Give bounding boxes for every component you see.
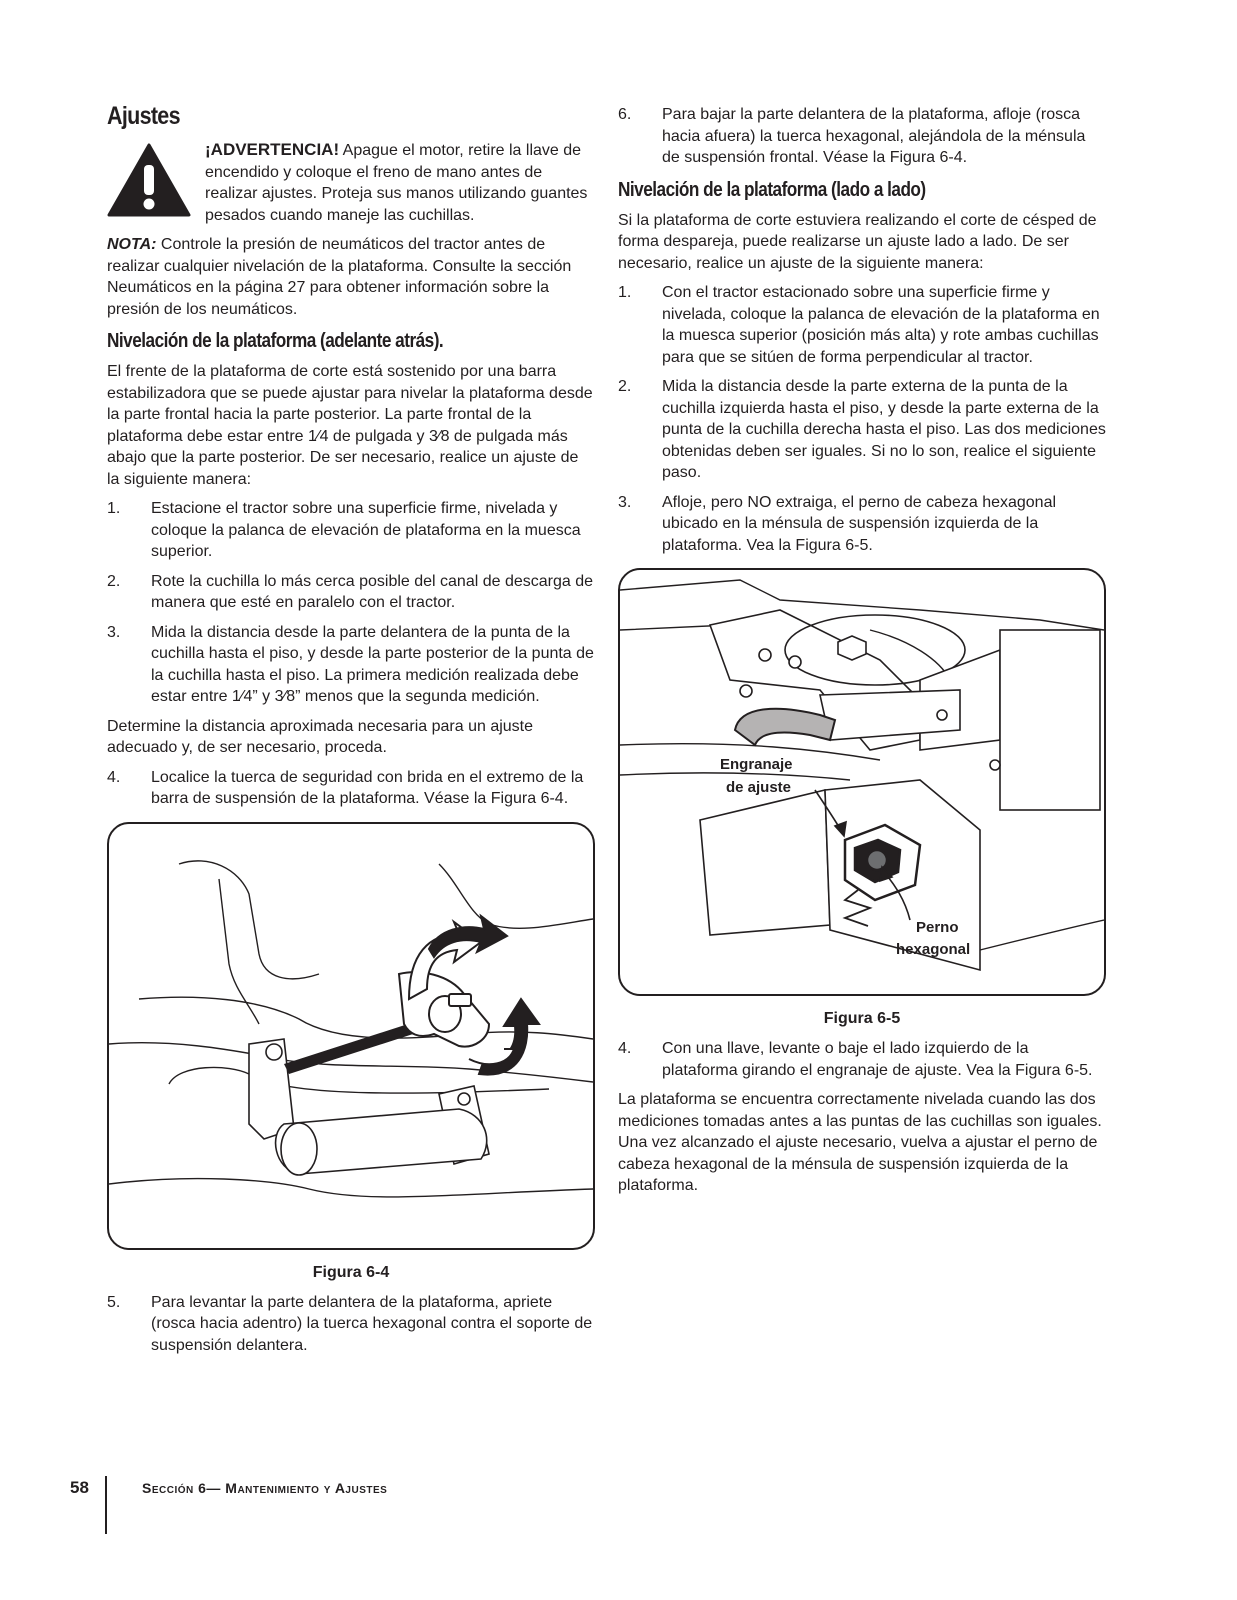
list-item-text: Estacione el tractor sobre una superficie firme, nivelada y coloque la palanca de elevación de plataforma en la muesca superior.: [151, 500, 581, 560]
list-item: [107, 1292, 595, 1357]
list-item: [618, 492, 1106, 557]
label-gear-line2: de ajuste: [726, 779, 792, 796]
figure-6-4-caption: Figura 6-4: [312, 1263, 390, 1281]
figure-6-4: [107, 822, 595, 1250]
list-item: [618, 282, 1106, 368]
list-item: [107, 498, 595, 563]
label-bolt-line1: Perno: [916, 919, 959, 936]
label-bolt-line2: hexagonal: [896, 941, 971, 958]
list-item: [107, 622, 595, 708]
list-item-text: Mida la distancia desde la parte externa de la punta de la cuchilla izquierda hasta el piso, y desde la parte externa de la punta de la cuchilla derecha hasta el piso. Las dos mediciones obtenidas deben ser iguales. Si no lo son, realice el siguiente paso.: [662, 378, 1106, 481]
footer-divider: [105, 1476, 107, 1534]
side-side-heading: Nivelación de la plataforma (lado a lado): [618, 178, 926, 201]
list-item: [107, 767, 595, 810]
warning-body: Apague el motor, retire la llave de encendido y coloque el freno de mano antes de realizar ajustes. Proteja sus manos utilizando guantes pesados cuando maneje las cuchillas.: [205, 142, 588, 224]
page-footer: [70, 1478, 670, 1538]
list-item-text: Con el tractor estacionado sobre una superficie firme y nivelada, coloque la palanca de elevación de la plataforma en la muesca superior (posición más alta) y rote ambas cuchillas para que se sitúen de forma perpendicular al tractor.: [662, 284, 1100, 366]
list-item-number: 4.: [618, 1040, 632, 1057]
front-back-intro: El frente de la plataforma de corte está sostenido por una barra estabilizadora que se puede ajustar para nivelar la plataforma desde la parte frontal hacia la parte posterior. La parte frontal de la plataforma debe estar entre 1⁄4 de pulgada y 3⁄8 de pulgada más abajo que la parte posterior. De ser necesario, realice un ajuste de la siguiente manera:: [107, 363, 593, 488]
list-item-text: Mida la distancia desde la parte delantera de la punta de la cuchilla hasta el piso, y desde la parte posterior de la punta de la cuchilla hasta el piso. La primera medición realizada debe estar entre 1⁄4” y 3⁄8” menos que la segunda medición.: [151, 623, 594, 705]
list-item-text: Afloje, pero NO extraiga, el perno de cabeza hexagonal ubicado en la ménsula de suspensión izquierda de la plataforma. Vea la Figura 6-5.: [662, 493, 1057, 554]
note-label: NOTA:: [107, 236, 157, 253]
list-item-number: 1.: [618, 284, 632, 301]
list-item-text: Con una llave, levante o baje el lado izquierdo de la plataforma girando el engranaje de ajuste. Vea la Figura 6-5.: [662, 1040, 1093, 1079]
note-paragraph: [107, 234, 595, 320]
list-item-number: 4.: [107, 768, 121, 786]
section-heading: Ajustes: [107, 102, 180, 130]
note-text: Controle la presión de neumáticos del tractor antes de realizar cualquier nivelación de la plataforma. Consulte la sección Neumáticos en la página 27 para obtener información sobre la presión de los neumáticos.: [107, 236, 572, 318]
list-item: [107, 571, 595, 614]
list-item-text: Localice la tuerca de seguridad con brida en el extremo de la barra de suspensión de la plataforma. Véase la Figura 6-4.: [151, 768, 584, 807]
warning-block: [107, 139, 595, 226]
list-item: [618, 104, 1106, 169]
figure-6-5-illustration: [620, 570, 1104, 994]
list-item-number: 6.: [618, 106, 632, 123]
list-item: [618, 1038, 1106, 1081]
side-side-intro: Si la plataforma de corte estuviera realizando el corte de césped de forma despareja, puede realizarse un ajuste lado a lado. De ser necesario, realice un ajuste de la siguiente manera:: [618, 211, 1097, 272]
list-item-number: 2.: [618, 378, 632, 395]
page-number: 58: [70, 1478, 89, 1497]
warning-title: ¡ADVERTENCIA!: [205, 140, 340, 159]
side-side-closing: La plataforma se encuentra correctamente nivelada cuando las dos mediciones tomadas antes a las puntas de las cuchillas son iguales. Una vez alcanzado el ajuste necesario, vuelva a ajustar el perno de cabeza hexagonal de la ménsula de suspensión izquierda de la plataforma.: [618, 1091, 1102, 1194]
warning-text: [205, 139, 595, 226]
list-item-text: Para bajar la parte delantera de la plataforma, afloje (rosca hacia afuera) la tuerca hexagonal, alejándola de la ménsula de suspensión frontal. Véase la Figura 6-4.: [662, 106, 1086, 166]
front-back-heading: Nivelación de la plataforma (adelante atrás).: [107, 330, 444, 352]
list-item-number: 2.: [107, 572, 121, 590]
right-column: [618, 104, 1106, 1205]
list-item-number: 3.: [107, 623, 121, 641]
footer-section-title: Sección 6— Mantenimiento y Ajustes: [142, 1480, 388, 1496]
list-item-number: 5.: [107, 1293, 121, 1311]
figure-6-4-illustration: [109, 824, 593, 1248]
left-column: [107, 100, 595, 1364]
warning-icon: [107, 143, 191, 217]
front-back-middle: Determine la distancia aproximada necesaria para un ajuste adecuado y, de ser necesario, proceda.: [107, 717, 534, 756]
list-item-number: 1.: [107, 500, 121, 517]
list-item-text: Para levantar la parte delantera de la plataforma, apriete (rosca hacia adentro) la tuerca hexagonal contra el soporte de suspensión delantera.: [151, 1293, 593, 1354]
figure-6-5-caption: Figura 6-5: [823, 1010, 901, 1027]
list-item-text: Rote la cuchilla lo más cerca posible del canal de descarga de manera que esté en paralelo con el tractor.: [151, 572, 594, 611]
figure-6-5: [618, 568, 1106, 996]
list-item-number: 3.: [618, 493, 632, 511]
list-item: [618, 376, 1106, 484]
label-gear-line1: Engranaje: [720, 756, 793, 773]
